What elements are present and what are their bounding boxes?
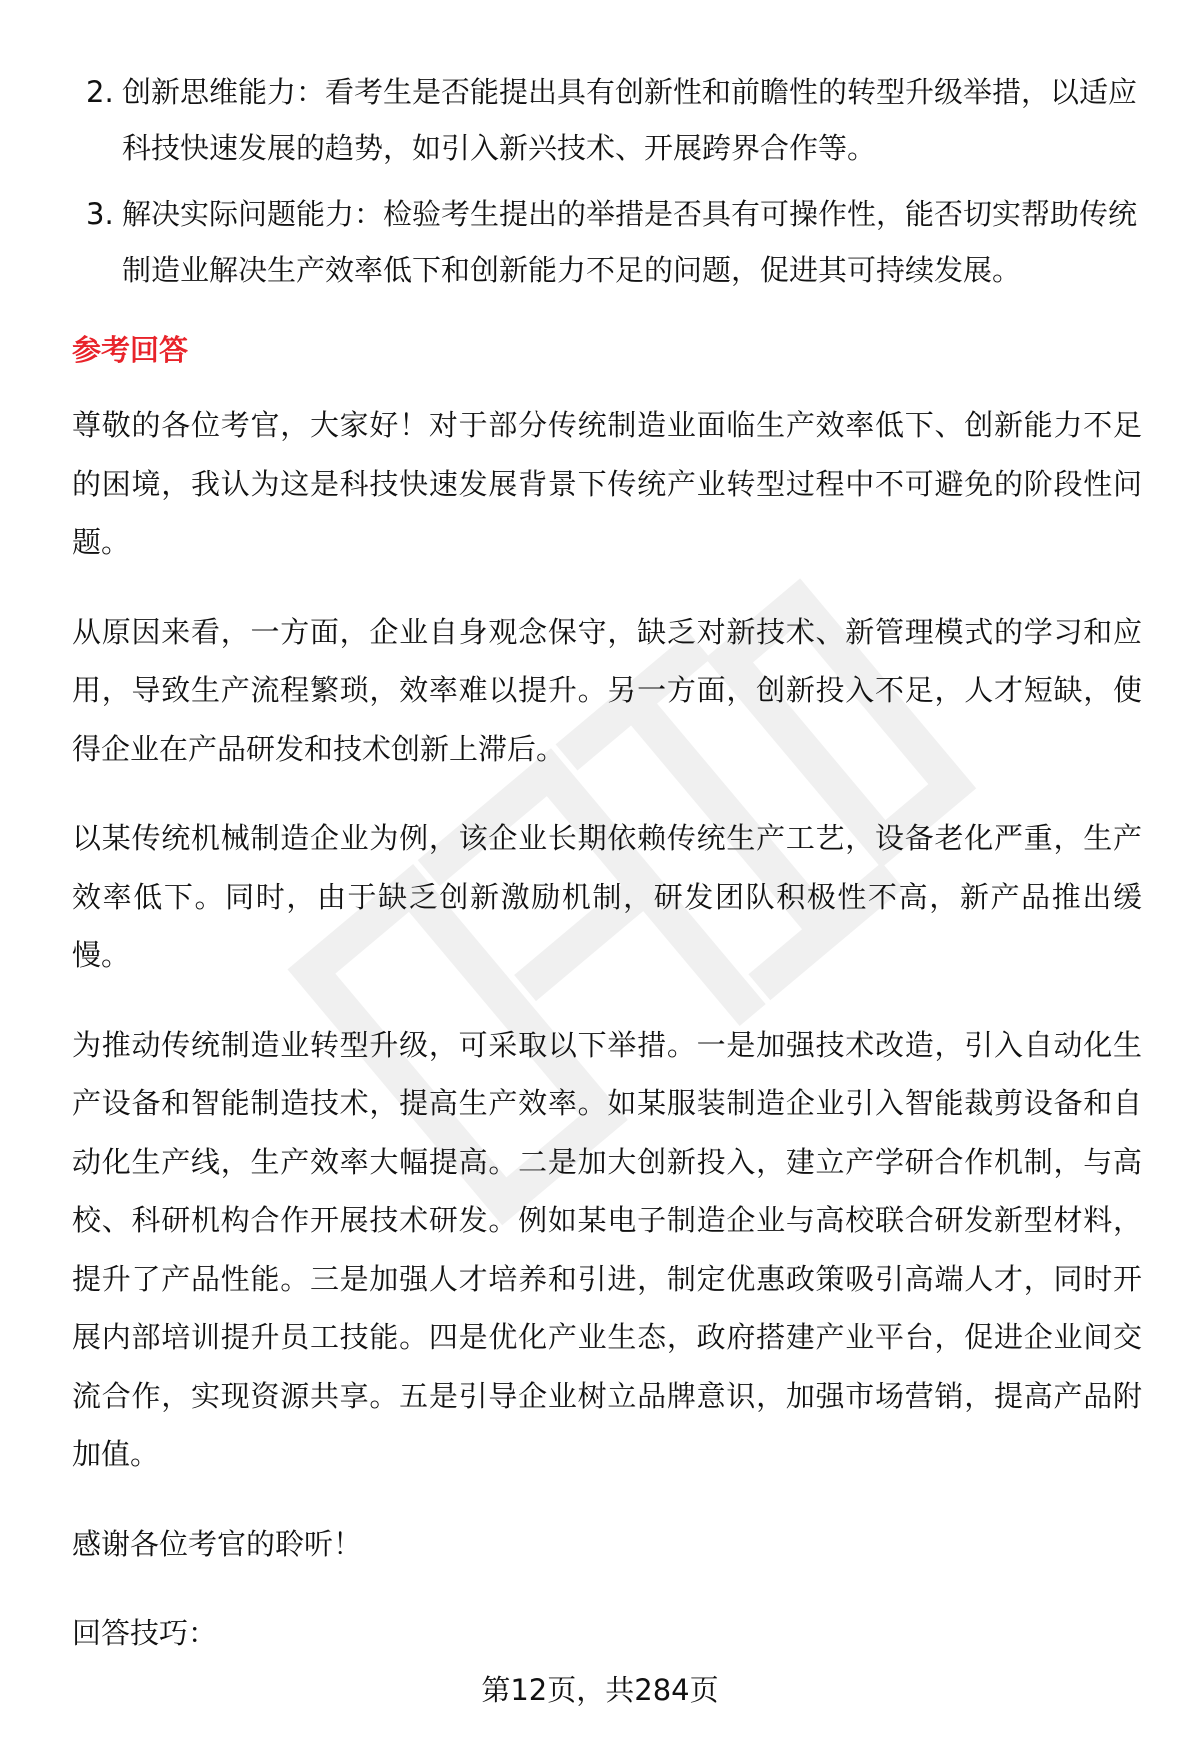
paragraph-measures: 为推动传统制造业转型升级，可采取以下举措。一是加强技术改造，引入自动化生产设备和智能制造技术，提高生产效率。如某服装制造企业引入智能裁剪设备和自动化生产线，生产效率大幅提高。二是加大创新投入，建立产学研合作机制，与高校、科研机构合作开展技术研发。例如某电子制造企业与高校联合研发新型材料，提升了产品性能。三是加强人才培养和引进，制定优惠政策吸引高端人才，同时开展内部培训提升员工技能。四是优化产业生态，政府搭建产业平台，促进企业间交流合作，实现资源共享。五是引导企业树立品牌意识，加强市场营销，提高产品附加值。 <box>72 1027 1142 1471</box>
list-item <box>72 186 1142 298</box>
paragraph-example: 以某传统机械制造企业为例，该企业长期依赖传统生产工艺，设备老化严重，生产效率低下。同时，由于缺乏创新激励机制，研发团队积极性不高，新产品推出缓慢。 <box>72 821 1142 972</box>
paragraph-causes: 从原因来看，一方面，企业自身观念保守，缺乏对新技术、新管理模式的学习和应用，导致生产流程繁琐，效率难以提升。另一方面，创新投入不足，人才短缺，使得企业在产品研发和技术创新上滞后。 <box>72 614 1142 766</box>
paragraph-thanks: 感谢各位考官的聆听！ <box>72 1526 363 1561</box>
paragraph-tips-label: 回答技巧： <box>72 1616 218 1650</box>
section-heading: 参考回答 <box>72 333 189 367</box>
page-number: 第12页，共284页 <box>481 1673 719 1707</box>
list-item <box>72 64 1142 176</box>
list-number: 3. <box>86 197 114 231</box>
list-text: 创新思维能力：看考生是否能提出具有创新性和前瞻性的转型升级举措，以适应科技快速发展的趋势，如引入新兴技术、开展跨界合作等。 <box>122 75 1138 165</box>
document-body <box>72 64 1142 1694</box>
list-text: 解决实际问题能力：检验考生提出的举措是否具有可操作性，能否切实帮助传统制造业解决生产效率低下和创新能力不足的问题，促进其可持续发展。 <box>122 197 1138 287</box>
paragraph-greeting: 尊敬的各位考官，大家好！对于部分传统制造业面临生产效率低下、创新能力不足的困境，我认为这是科技快速发展背景下传统产业转型过程中不可避免的阶段性问题。 <box>72 408 1142 559</box>
list-number: 2. <box>86 75 114 109</box>
